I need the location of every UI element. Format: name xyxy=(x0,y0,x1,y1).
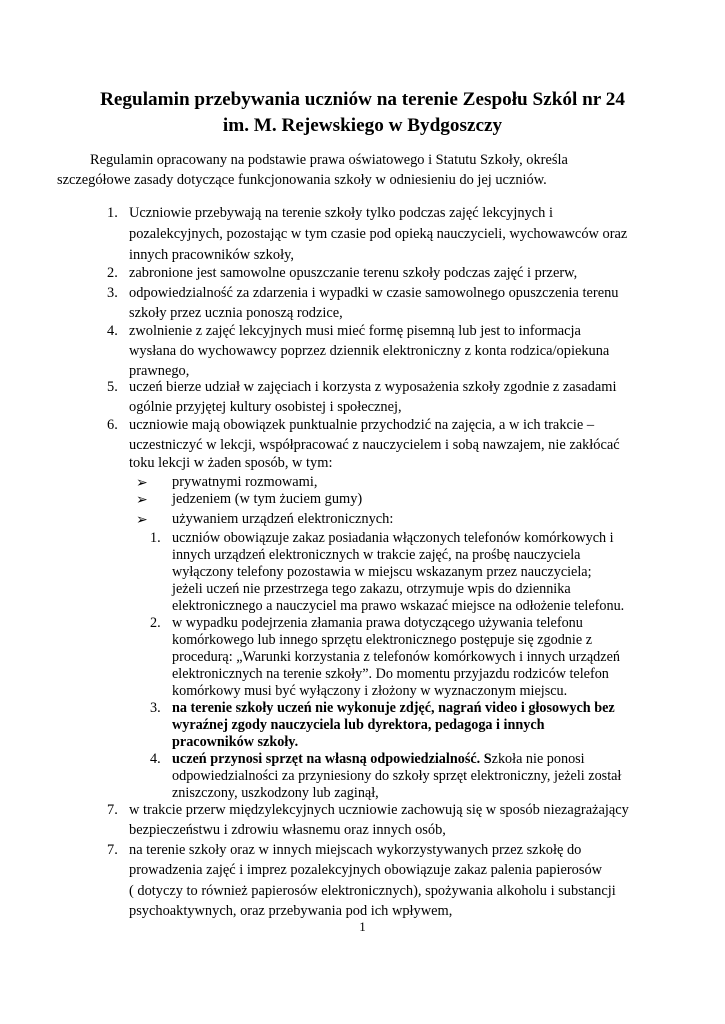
list-number: 2. xyxy=(107,265,118,281)
sub-list-item-text: procedurą: „Warunki korzystania z telefonów komórkowych i innych urządzeń xyxy=(172,649,620,665)
sub-list-number: 3. xyxy=(150,700,161,716)
sub-list-item-text: wyraźnej zgody nauczyciela lub dyrektora, pedagoga i innych xyxy=(172,717,545,733)
sub-list-item-text: elektronicznych na terenie szkoły”. Do momentu przyjazdu rodziców telefon xyxy=(172,666,609,682)
list-number: 1. xyxy=(107,205,118,221)
list-number: 5. xyxy=(107,379,118,395)
arrow-bullet-icon: ➢ xyxy=(136,492,148,508)
list-item-text: szkoły przez ucznia ponoszą rodzice, xyxy=(129,305,343,321)
intro-line-2: szczegółowe zasady dotyczące funkcjonowania szkoły w odniesieniu do jej uczniów. xyxy=(57,172,547,188)
sub-list-item-text: zniszczony, uszkodzony lub zaginął, xyxy=(172,785,379,801)
document-title-line-2: im. M. Rejewskiego w Bydgoszczy xyxy=(222,115,503,136)
list-item-text: w trakcie przerw międzylekcyjnych uczniowie zachowują się w sposób niezagrażający xyxy=(129,802,629,818)
list-item-text: ogólnie przyjętej kultury osobistej i społecznej, xyxy=(129,399,402,415)
list-item-text: Uczniowie przebywają na terenie szkoły tylko podczas zajęć lekcyjnych i xyxy=(129,205,553,221)
list-item-text: zwolnienie z zajęć lekcyjnych musi mieć formę pisemną lub jest to informacja xyxy=(129,323,581,339)
list-number: 4. xyxy=(107,323,118,339)
list-item-text: innych pracowników szkoły, xyxy=(129,247,294,263)
list-item-text: wysłana do wychowawcy poprzez dziennik elektroniczny z konta rodzica/opiekuna xyxy=(129,343,610,359)
list-number: 7. xyxy=(107,842,118,858)
list-number: 7. xyxy=(107,802,118,818)
sub-list-number: 1. xyxy=(150,530,161,546)
list-item-text: toku lekcji w żaden sposób, w tym: xyxy=(129,455,333,471)
list-item-text: na terenie szkoły oraz w innych miejscach wykorzystywanych przez szkołę do xyxy=(129,842,582,858)
bold-text: uczeń przynosi sprzęt na własną odpowiedzialność. xyxy=(172,751,481,767)
sub-list-item-text: pracowników szkoły. xyxy=(172,734,299,750)
list-item-text: zabronione jest samowolne opuszczanie terenu szkoły podczas zajęć i przerw, xyxy=(129,265,578,281)
sub-list-item-text: wyłączony telefony pozostawia w miejscu wskazanym przez nauczyciela; xyxy=(172,564,592,580)
sub-list-item-text: odpowiedzialności za przyniesiony do szkoły sprzęt elektroniczny, jeżeli został xyxy=(172,768,622,784)
list-item-text: uczeń bierze udział w zajęciach i korzysta z wyposażenia szkoły zgodnie z zasadami xyxy=(129,379,617,395)
arrow-bullet-icon: ➢ xyxy=(136,475,148,491)
list-item-text: pozalekcyjnych, pozostając w tym czasie pod opieką nauczycieli, wychowawców oraz xyxy=(129,226,628,242)
list-item-text: psychoaktywnych, oraz przebywania pod ich wpływem, xyxy=(129,903,453,919)
document-title-line-1: Regulamin przebywania uczniów na terenie Zespołu Szkól nr 24 xyxy=(100,89,625,110)
bullet-item-text: używaniem urządzeń elektronicznych: xyxy=(172,511,394,527)
list-item-text: prowadzenia zajęć i imprez pozalekcyjnych obowiązuje zakaz palenia papierosów xyxy=(129,862,603,878)
list-item-text: odpowiedzialność za zdarzenia i wypadki w czasie samowolnego opuszczenia terenu xyxy=(129,285,619,301)
sub-list-item-text: innych urządzeń elektronicznych w trakcie zajęć, na prośbę nauczyciela xyxy=(172,547,581,563)
sub-list-item-text: w wypadku podejrzenia złamania prawa dotyczącego używania telefonu xyxy=(172,615,583,631)
list-item-text: uczestniczyć w lekcji, współpracować z nauczycielem i sobą nawzajem, nie zakłócać xyxy=(129,437,620,453)
sub-list-number: 2. xyxy=(150,615,161,631)
sub-list-item-text: komórkowy musi być wyłączony i złożony w wyznaczonym miejscu. xyxy=(172,683,568,699)
sub-list-item-text xyxy=(172,751,585,768)
list-item-text: uczniowie mają obowiązek punktualnie przychodzić na zajęcia, a w ich trakcie – xyxy=(129,417,595,433)
list-item-text: prawnego, xyxy=(129,363,190,379)
bullet-item-text: prywatnymi rozmowami, xyxy=(172,474,318,490)
sub-list-item-text: jeżeli uczeń nie przestrzega tego zakazu, otrzymuje wpis do dziennika xyxy=(172,581,571,597)
intro-line-1: Regulamin opracowany na podstawie prawa oświatowego i Statutu Szkoły, określa xyxy=(90,152,568,168)
sub-list-item-text: komórkowego lub innego sprzętu elektronicznego postępuje się zgodnie z xyxy=(172,632,592,648)
list-item-text: bezpieczeństwu i zdrowiu własnemu oraz innych osób, xyxy=(129,822,446,838)
arrow-bullet-icon: ➢ xyxy=(136,512,148,528)
sub-list-item-text: elektronicznego a nauczyciel ma prawo wskazać miejsce na odłożenie telefonu. xyxy=(172,598,625,614)
sub-list-number: 4. xyxy=(150,751,161,767)
list-number: 6. xyxy=(107,417,118,433)
page-number: 1 xyxy=(359,919,366,934)
bullet-item-text: jedzeniem (w tym żuciem gumy) xyxy=(172,491,363,507)
plain-text: zkoła nie ponosi xyxy=(491,751,585,767)
list-item-text: ( dotyczy to również papierosów elektronicznych), spożywania alkoholu i substancji xyxy=(129,883,616,899)
sub-list-item-text: uczniów obowiązuje zakaz posiadania włączonych telefonów komórkowych i xyxy=(172,530,614,546)
list-number: 3. xyxy=(107,285,118,301)
sub-list-item-text: na terenie szkoły uczeń nie wykonuje zdjęć, nagrań video i głosowych bez xyxy=(172,700,615,716)
bold-text: S xyxy=(480,751,492,767)
